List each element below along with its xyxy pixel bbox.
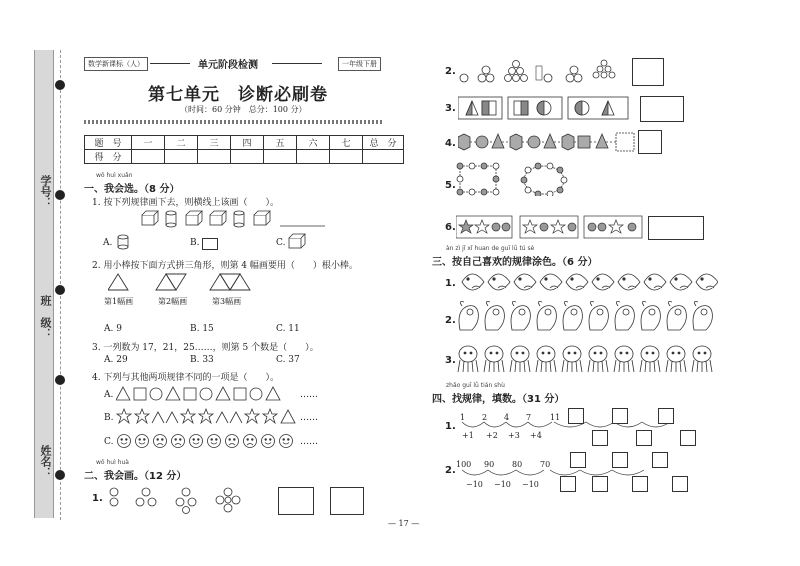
- page-number: — 17 —: [388, 519, 420, 528]
- half-shaded-shapes: [458, 96, 638, 120]
- score-cell: 六: [297, 136, 330, 150]
- textbook-tag: 数学新课标（人）: [84, 57, 148, 71]
- answer-box[interactable]: [672, 476, 688, 492]
- binding-hole: [55, 470, 65, 480]
- score-input[interactable]: [330, 150, 363, 164]
- answer-box[interactable]: [570, 452, 586, 468]
- pinyin: àn zì jǐ xǐ huan de guī lǜ tú sè: [446, 245, 535, 252]
- shape-pattern-a: [116, 385, 296, 403]
- option-b[interactable]: B.: [190, 238, 200, 248]
- cube-icon: [288, 233, 308, 249]
- question-number: 1.: [92, 493, 103, 504]
- question-number: 3.: [445, 103, 456, 114]
- option-c[interactable]: C. 11: [276, 324, 300, 334]
- score-input[interactable]: [231, 150, 264, 164]
- score-cell: 题 号: [85, 136, 132, 150]
- ellipsis: ……: [300, 390, 318, 400]
- answer-box[interactable]: [592, 430, 608, 446]
- sequence-value: 90: [484, 460, 495, 469]
- question-number: 4.: [445, 138, 456, 149]
- sequence-value: 80: [512, 460, 523, 469]
- binding-hole: [55, 190, 65, 200]
- cube-cylinder-sequence: [140, 208, 330, 228]
- sequence-value: 7: [526, 413, 532, 422]
- difference-label: −10: [522, 480, 539, 489]
- option-a[interactable]: A. 29: [104, 355, 128, 365]
- score-input[interactable]: [264, 150, 297, 164]
- question-2: 2. 用小棒按下面方式拼三角形，则第 4 幅画要用（ ）根小棒。: [92, 261, 358, 271]
- difference-label: +3: [508, 431, 520, 440]
- score-cell: 七: [330, 136, 363, 150]
- difference-label: +1: [462, 431, 474, 440]
- score-table: [84, 135, 404, 164]
- grade-tag: 一年级下册: [338, 57, 381, 71]
- binding-hole: [55, 375, 65, 385]
- score-input[interactable]: [363, 150, 404, 164]
- header-rule: [150, 63, 190, 64]
- answer-box[interactable]: [652, 452, 668, 468]
- score-input-row[interactable]: [85, 150, 404, 164]
- sequence-value: 2: [482, 413, 488, 422]
- answer-box[interactable]: [658, 408, 674, 424]
- triangle-growth-pattern: [458, 58, 628, 86]
- question-number: 6.: [445, 222, 456, 233]
- score-input[interactable]: [198, 150, 231, 164]
- section-heading: 四、找规律，填数。（31 分）: [432, 394, 565, 405]
- class-label: 班 级：: [39, 295, 52, 339]
- answer-box[interactable]: [560, 476, 576, 492]
- score-cell: 总 分: [363, 136, 404, 150]
- student-no-label: 学号：: [39, 175, 52, 208]
- answer-box[interactable]: [330, 487, 364, 515]
- answer-box[interactable]: [638, 130, 662, 154]
- question-number: 1.: [445, 421, 456, 432]
- bead-loops: [456, 160, 576, 196]
- answer-box[interactable]: [632, 58, 664, 86]
- question-4: 4. 下列与其他两项规律不同的一项是（ ）。: [92, 373, 279, 383]
- face-pattern: [116, 432, 296, 450]
- answer-box[interactable]: [612, 452, 628, 468]
- answer-box[interactable]: [592, 476, 608, 492]
- question-number: 2.: [445, 315, 456, 326]
- option-a[interactable]: A.: [104, 390, 114, 400]
- binding-hole: [55, 80, 65, 90]
- sequence-value: 1: [460, 413, 466, 422]
- section-heading: 三、按自己喜欢的规律涂色。（6 分）: [432, 257, 598, 268]
- score-cell: 一: [132, 136, 165, 150]
- ellipsis: ……: [300, 437, 318, 447]
- rectangle-icon: [202, 238, 218, 250]
- page-title: 第七单元 诊断必刷卷: [148, 85, 328, 105]
- option-a[interactable]: A. 9: [104, 324, 122, 334]
- octopus-row[interactable]: [456, 344, 716, 374]
- answer-box[interactable]: [648, 216, 704, 240]
- option-b[interactable]: B. 33: [190, 355, 214, 365]
- option-c[interactable]: C. 37: [276, 355, 300, 365]
- question-number: 2.: [445, 66, 456, 77]
- section-heading: 二、我会画。（12 分）: [84, 471, 187, 482]
- score-input[interactable]: [165, 150, 198, 164]
- fish-row[interactable]: [458, 268, 718, 296]
- section-heading: 一、我会选。（8 分）: [84, 184, 180, 195]
- answer-box[interactable]: [636, 430, 652, 446]
- score-input[interactable]: [132, 150, 165, 164]
- header-rule: [272, 63, 322, 64]
- answer-box[interactable]: [640, 96, 684, 122]
- score-cell: 三: [198, 136, 231, 150]
- triangle-sticks: [108, 272, 278, 292]
- option-b[interactable]: B. 15: [190, 324, 214, 334]
- difference-label: −10: [466, 480, 483, 489]
- sequence-value: 70: [540, 460, 551, 469]
- score-cell: 二: [165, 136, 198, 150]
- score-cell: 四: [231, 136, 264, 150]
- answer-box[interactable]: [612, 408, 628, 424]
- question-3: 3. 一列数为 17，21，25……，则第 5 个数是（ ）。: [92, 343, 319, 353]
- divider: [84, 120, 384, 124]
- difference-label: −10: [494, 480, 511, 489]
- answer-box[interactable]: [568, 408, 584, 424]
- score-input[interactable]: [297, 150, 330, 164]
- score-label: 得 分: [85, 150, 132, 164]
- option-b[interactable]: B.: [104, 413, 114, 423]
- score-header-row: [85, 136, 404, 150]
- answer-box[interactable]: [278, 487, 314, 515]
- question-number: 3.: [445, 355, 456, 366]
- pinyin: wǒ huì xuǎn: [96, 172, 133, 179]
- sequence-value: 11: [550, 413, 561, 422]
- shape-pattern-b: [116, 408, 300, 426]
- chain-shapes: [458, 131, 638, 153]
- sequence-value: 4: [504, 413, 510, 422]
- caption: 第1幅画: [104, 297, 134, 306]
- difference-label: +2: [486, 431, 498, 440]
- pinyin: zhǎo guī lǜ tián shù: [446, 382, 505, 389]
- option-c[interactable]: C.: [276, 238, 286, 248]
- header-title: 单元阶段检测: [198, 60, 258, 71]
- pinyin: wǒ huì huà: [96, 459, 129, 466]
- answer-box[interactable]: [632, 476, 648, 492]
- time-info: （时间：60 分钟 总分：100 分）: [180, 105, 307, 114]
- star-circle-boxes: [456, 214, 646, 240]
- option-c[interactable]: C.: [104, 437, 114, 447]
- question-number: 2.: [445, 465, 456, 476]
- squirrel-row[interactable]: [456, 300, 716, 336]
- caption: 第2幅画: [158, 297, 188, 306]
- cylinder-icon: [117, 234, 131, 250]
- ellipsis: ……: [300, 413, 318, 423]
- question-number: 5.: [445, 180, 456, 191]
- circle-growth-pattern: [106, 484, 266, 514]
- score-cell: 五: [264, 136, 297, 150]
- name-label: 姓名：: [39, 445, 52, 478]
- caption: 第3幅画: [212, 297, 242, 306]
- question-1: 1. 按下列规律画下去，则横线上该画（ ）。: [92, 198, 279, 208]
- option-a[interactable]: A.: [103, 238, 113, 248]
- question-number: 1.: [445, 278, 456, 289]
- answer-box[interactable]: [680, 430, 696, 446]
- difference-label: +4: [530, 431, 542, 440]
- sequence-value: 100: [456, 460, 472, 469]
- binding-hole: [55, 285, 65, 295]
